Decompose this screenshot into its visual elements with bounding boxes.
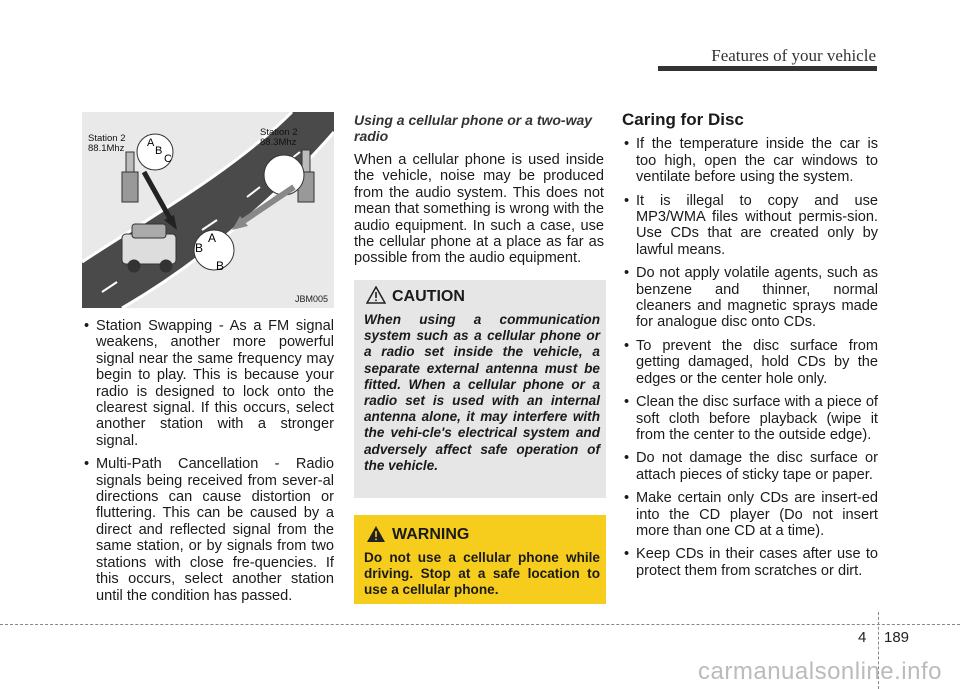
header-rule xyxy=(658,66,877,71)
cellular-paragraph: When a cellular phone is used inside the vehicle, noise may be produced from the audio system. This does not mean that something is wrong with the audio equipment. In such a case, use the cellular phone at a place as far as possible from the audio equipment. xyxy=(354,152,604,267)
svg-text:A: A xyxy=(147,137,155,149)
station-left-label: Station 2 88.1Mhz xyxy=(88,133,126,154)
list-item: • To prevent the disc surface from getting damaged, hold CDs by the edges or the center hole only. xyxy=(622,338,878,387)
cellular-subheading: Using a cellular phone or a two-way radio xyxy=(354,112,593,144)
list-item: • It is illegal to copy and use MP3/WMA files without permis-sion. Use CDs that are created only by lawful means. xyxy=(622,193,878,259)
svg-text:C: C xyxy=(164,153,172,165)
footer-rule xyxy=(0,624,960,625)
caution-title: CAUTION xyxy=(392,288,465,305)
svg-text:B: B xyxy=(195,241,204,255)
caution-box xyxy=(354,280,606,498)
list-item: • Make certain only CDs are insert-ed into the CD player (Do not insert more than one CD at a time). xyxy=(622,490,878,539)
station-right-label: Station 2 88.3Mhz xyxy=(260,127,298,148)
warning-text: Do not use a cellular phone while driving. Stop at a safe location to use a cellular phone. xyxy=(364,550,600,598)
page-number: 189 xyxy=(884,629,910,646)
radio-bullets xyxy=(82,318,334,604)
bullet-multipath: • Multi-Path Cancellation - Radio signals being received from sever-al directions can cause distortion or fluttering. This can be caused by a direct and reflected signal from the same station, or by signals from two stations with close fre-quencies. If this occurs, select another station until the condition has passed. xyxy=(82,456,334,604)
column-left xyxy=(82,318,334,611)
warning-box xyxy=(354,515,606,604)
svg-text:B: B xyxy=(216,259,225,273)
svg-text:A: A xyxy=(208,231,217,245)
column-right xyxy=(622,112,878,586)
list-item: • If the temperature inside the car is too high, open the car windows to ventilate before using the system. xyxy=(622,136,878,185)
list-item: • Do not apply volatile agents, such as benzene and thinner, normal cleaners and magnetic sprays made for analogue disc onto CDs. xyxy=(622,265,878,331)
tower-left xyxy=(122,152,138,202)
list-item: • Clean the disc surface with a piece of soft cloth before playback (wipe it from the center to the outside edge). xyxy=(622,394,878,443)
disc-care-bullets xyxy=(622,136,878,579)
watermark: carmanualsonline.info xyxy=(698,658,942,685)
disc-care-title: Caring for Disc xyxy=(622,110,744,129)
warning-title: WARNING xyxy=(392,526,470,543)
figure-code: JBM005 xyxy=(294,294,328,304)
header-title: Features of your vehicle xyxy=(711,46,876,65)
caution-text: When using a communication system such as a cellular phone or a radio set inside the vehicle, a separate external antenna must be fitted. When a cellular phone or a radio set is used with an internal antenna alone, it may interfere with the vehi-cle's electrical system and adversely affect safe operation of the vehicle. xyxy=(364,312,600,473)
list-item: • Do not damage the disc surface or attach pieces of sticky tape or paper. xyxy=(622,450,878,483)
chapter-number: 4 xyxy=(858,629,867,646)
list-item: • Keep CDs in their cases after use to protect them from scratches or dirt. xyxy=(622,546,878,579)
bullet-station-swapping: • Station Swapping - As a FM signal weakens, another more powerful signal near the same frequency may begin to play. This is because your radio is designed to lock onto the clearest signal. If this occurs, select another station with a stronger signal. xyxy=(82,318,334,449)
svg-text:B: B xyxy=(155,145,163,157)
radio-signal-figure xyxy=(82,112,334,308)
warning-icon xyxy=(366,525,386,543)
column-middle xyxy=(354,112,604,267)
caution-icon xyxy=(366,286,386,304)
